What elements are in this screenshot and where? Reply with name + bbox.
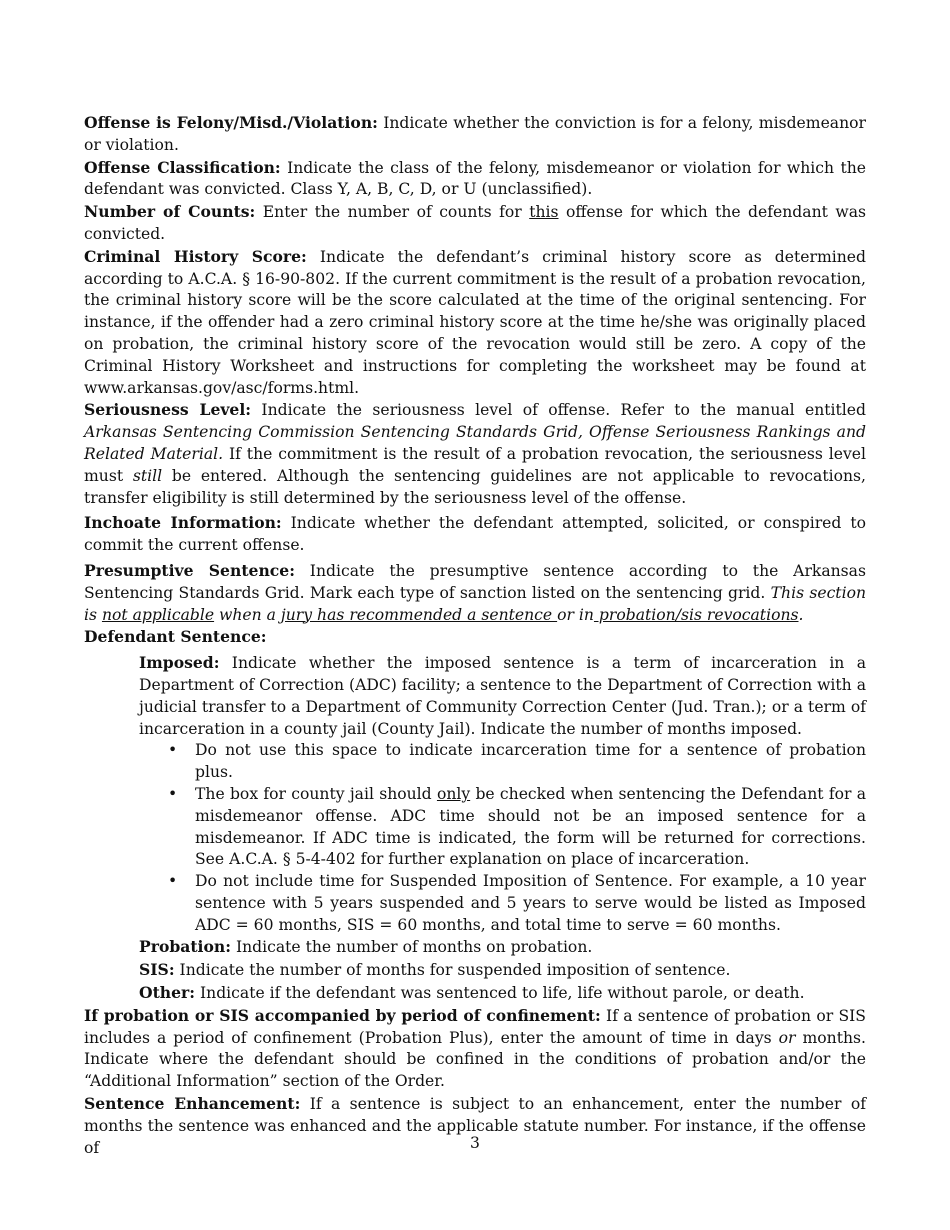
other-paragraph: Other: Indicate if the defendant was sentenced to life, life without parole, or death. [139,983,805,1003]
defendant-sentence-heading-line [84,626,866,649]
probation-paragraph: Probation: Indicate the number of months on probation. [139,937,593,957]
bullet-icon: • [168,784,178,803]
offense-class-heading: Offense Classification: [84,157,281,177]
criminal-history-paragraph: Criminal History Score: Indicate the defendant’s criminal history score as determined according to A.C.A. § 16-90-802. If the current commitment is the result of a probation revocation, the criminal history score will be the score calculated at the time of the original sentencing. For instance, if the offender had a zero criminal history score at the time he/she was originally placed on probation, the criminal history score of the revocation would still be zero. A copy of the Criminal History Worksheet and instructions for completing the worksheet may be found at www.arkansas.gov/asc/forms.html. [84,246,866,397]
document-page [84,112,866,1159]
seriousness-paragraph: Seriousness Level: Indicate the seriousness level of offense. Refer to the manual entitled Arkansas Sentencing Commission Sentencing Standards Grid, Offense Seriousness Rankings and Related Material. If the commitment is the result of a probation revocation, the seriousness level must still be entered. Although the sentencing guidelines are not applicable to revocations, transfer eligibility is still determined by the seriousness level of the offense. [84,400,866,507]
offense-class-paragraph: Offense Classification: Indicate the class of the felony, misdemeanor or violation for which the defendant was convicted. Class Y, A, B, C, D, or U (unclassified). [84,157,867,199]
page-number: 3 [470,1134,480,1152]
other-heading: Other: [139,983,196,1003]
probation-heading: Probation: [139,937,231,957]
criminal-history-heading: Criminal History Score: [84,246,307,266]
confinement-heading: If probation or SIS accompanied by period of confinement: [84,1005,601,1025]
sis-heading: SIS: [139,960,175,980]
manual-title: Arkansas Sentencing Commission Sentencing Standards Grid, Offense Seriousness Rankings and Related Material. [84,423,866,463]
list-item: • The box for county jail should only be checked when sentencing the Defendant for a misdemeanor offense. ADC time should not be an imposed sentence for a misdemeanor. If ADC time is indicated, the form will be returned for corrections. See A.C.A. § 5-4-402 for further explanation on place of incarceration. [168,784,867,869]
defendant-sentence-heading: Defendant Sentence: [84,627,267,647]
list-item: • Do not include time for Suspended Imposition of Sentence. For example, a 10 year sentence with 5 years suspended and 5 years to serve would be listed as Imposed ADC = 60 months, SIS = 60 months, and total time to serve = 60 months. [168,872,866,934]
sis-paragraph: SIS: Indicate the number of months for suspended imposition of sentence. [139,960,731,980]
imposed-bullet-list [139,740,866,936]
inchoate-paragraph: Inchoate Information: Indicate whether the defendant attempted, solicited, or conspired to commit the current offense. [84,513,866,555]
presumptive-paragraph: Presumptive Sentence: Indicate the presumptive sentence according to the Arkansas Sentencing Standards Grid. Mark each type of sanction listed on the sentencing grid. This section is not applicable when a jury has recommended a sentence or in probation/sis revocations. [84,560,866,624]
offense-type-heading: Offense is Felony/Misd./Violation: [84,113,378,132]
list-item: • Do not use this space to indicate incarceration time for a sentence of probation plus. [168,741,866,782]
seriousness-heading: Seriousness Level: [84,400,252,420]
presumptive-heading: Presumptive Sentence: [84,560,295,580]
imposed-paragraph: Imposed: Indicate whether the imposed sentence is a term of incarceration in a Department of Correction (ADC) facility; a sentence to the Department of Correction with a judicial transfer to a Department of Community Correction Center (Jud. Tran.); or a term of incarceration in a county jail (County Jail). Indicate the number of months imposed. [139,653,866,738]
counts-paragraph: Number of Counts: Enter the number of counts for this offense for which the defendant was convicted. [84,202,866,243]
inchoate-heading: Inchoate Information: [84,513,282,533]
enhancement-paragraph: Sentence Enhancement: If a sentence is subject to an enhancement, enter the number of months the sentence was enhanced and the applicable statute number. For instance, if the offense of [84,1094,866,1157]
counts-heading: Number of Counts: [84,202,256,222]
imposed-heading: Imposed: [139,653,220,673]
offense-type-paragraph: Offense is Felony/Misd./Violation: Indicate whether the conviction is for a felony, misdemeanor or violation. [84,113,866,154]
confinement-paragraph: If probation or SIS accompanied by period of confinement: If a sentence of probation or SIS includes a period of confinement (Probation Plus), enter the amount of time in days or months. Indicate where the defendant should be confined in the conditions of probation and/or the “Additional Information” section of the Order. [84,1005,866,1091]
enhancement-heading: Sentence Enhancement: [84,1094,301,1114]
bullet-icon: • [168,741,178,760]
bullet-icon: • [168,872,178,891]
